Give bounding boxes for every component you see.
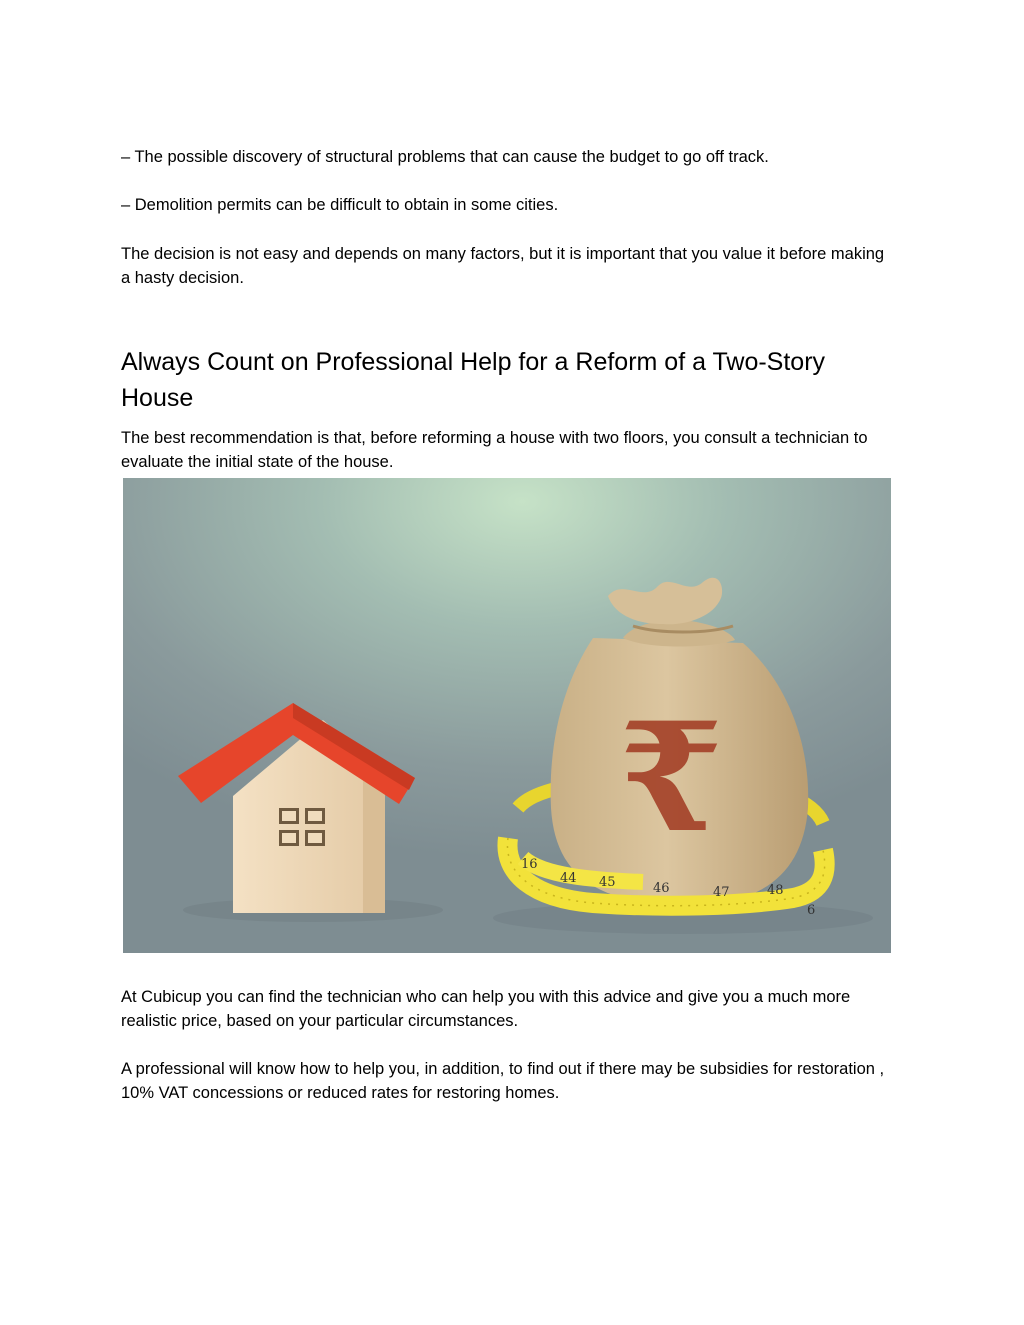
paragraph-recommendation: The best recommendation is that, before reforming a house with two floors, you consult a technician to evaluate the initial state of the house.: [121, 429, 868, 471]
svg-text:47: 47: [713, 885, 730, 900]
paragraph-professional: A professional will know how to help you, in addition, to find out if there may be subsidies for restoration , 10% VAT concessions or reduced rates for restoring homes.: [121, 1060, 885, 1102]
svg-text:48: 48: [767, 883, 784, 898]
svg-text:6: 6: [807, 903, 816, 918]
house-and-money-bag-photo: [123, 478, 891, 953]
section-heading: Always Count on Professional Help for a Reform of a Two-Story House: [121, 348, 826, 412]
bullet-structural-problems: – The possible discovery of structural problems that can cause the budget to go off track.: [121, 148, 769, 166]
svg-text:45: 45: [599, 875, 616, 890]
svg-text:16: 16: [521, 857, 538, 872]
svg-text:46: 46: [653, 881, 670, 896]
paragraph-cubicup: At Cubicup you can find the technician who can help you with this advice and give you a much more realistic price, based on your particular circumstances.: [121, 988, 851, 1030]
paragraph-decision: The decision is not easy and depends on many factors, but it is important that you value it before making a hasty decision.: [121, 245, 885, 287]
rupee-symbol: ₹: [618, 690, 724, 866]
svg-text:44: 44: [560, 871, 577, 886]
bullet-demolition-permits: – Demolition permits can be difficult to obtain in some cities.: [121, 196, 559, 214]
